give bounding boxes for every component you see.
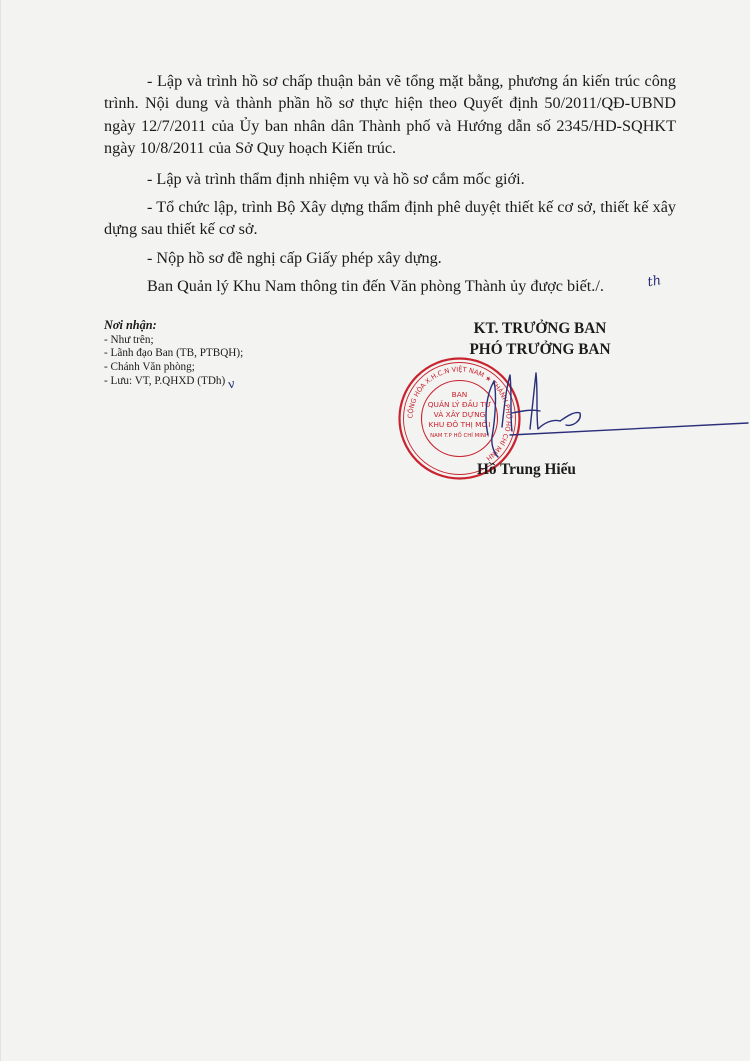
paragraph-boundary-markers: - Lập và trình thẩm định nhiệm vụ và hồ sơ cắm mốc giới.: [147, 169, 525, 188]
body-text: [104, 70, 676, 308]
signature-title-block: [440, 318, 640, 360]
stamp-ring-text: CỘNG HÒA X.H.C.N VIỆT NAM ★ THÀNH PHỐ HỒ CHÍ MINH: [406, 365, 513, 463]
paragraph-drawing-approval: - Lập và trình hồ sơ chấp thuận bản vẽ tổng mặt bằng, phương án kiến trúc công trình. Nội dung và thành phần hồ sơ thực hiện theo Quyết định 50/2011/QĐ-UBND ngày 12/7/2011 của Ủy ban nhân dân Thành phố và Hướng dẫn số 2345/HD-SQHKT ngày 10/8/2011 của Sở Quy hoạch Kiến trúc.: [104, 72, 676, 158]
svg-text:NAM T.P HỒ CHÍ MINH: NAM T.P HỒ CHÍ MINH: [430, 433, 489, 439]
paragraph-design-appraisal: - Tổ chức lập, trình Bộ Xây dựng thẩm định phê duyệt thiết kế cơ sở, thiết kế xây dựng sau thiết kế cơ sở.: [104, 198, 676, 239]
recipient-item-text: - Lưu: VT, P.QHXD (TDh): [104, 375, 226, 388]
closing-paragraph: [104, 275, 676, 299]
recipient-item-archive: [104, 374, 364, 393]
signature-title-line2: PHÓ TRƯỞNG BAN: [469, 341, 611, 358]
svg-text:KHU ĐÔ THỊ MỚI: KHU ĐÔ THỊ MỚI: [428, 420, 491, 429]
handwritten-paraph: th: [646, 273, 663, 291]
recipients-block: [104, 318, 364, 393]
recipient-item: - Chánh Văn phòng;: [104, 360, 195, 373]
recipient-item: - Lãnh đạo Ban (TB, PTBQH);: [104, 347, 244, 360]
closing-text: Ban Quản lý Khu Nam thông tin đến Văn phòng Thành ủy được biết./.: [147, 277, 604, 296]
svg-text:BAN: BAN: [451, 390, 468, 399]
svg-text:VÀ XÂY DỰNG: VÀ XÂY DỰNG: [433, 410, 486, 419]
paragraph-construction-permit: - Nộp hồ sơ đề nghị cấp Giấy phép xây dựng.: [147, 248, 442, 267]
handwritten-tick: v: [226, 376, 237, 393]
recipients-title: Nơi nhận:: [104, 318, 157, 332]
signature-title-line1: KT. TRƯỞNG BAN: [473, 320, 607, 337]
svg-text:QUẢN LÝ ĐẦU TƯ: QUẢN LÝ ĐẦU TƯ: [427, 400, 492, 409]
signer-name: Hồ Trung Hiếu: [477, 461, 576, 478]
handwritten-signature: [470, 365, 750, 465]
recipient-item: - Như trên;: [104, 333, 154, 346]
